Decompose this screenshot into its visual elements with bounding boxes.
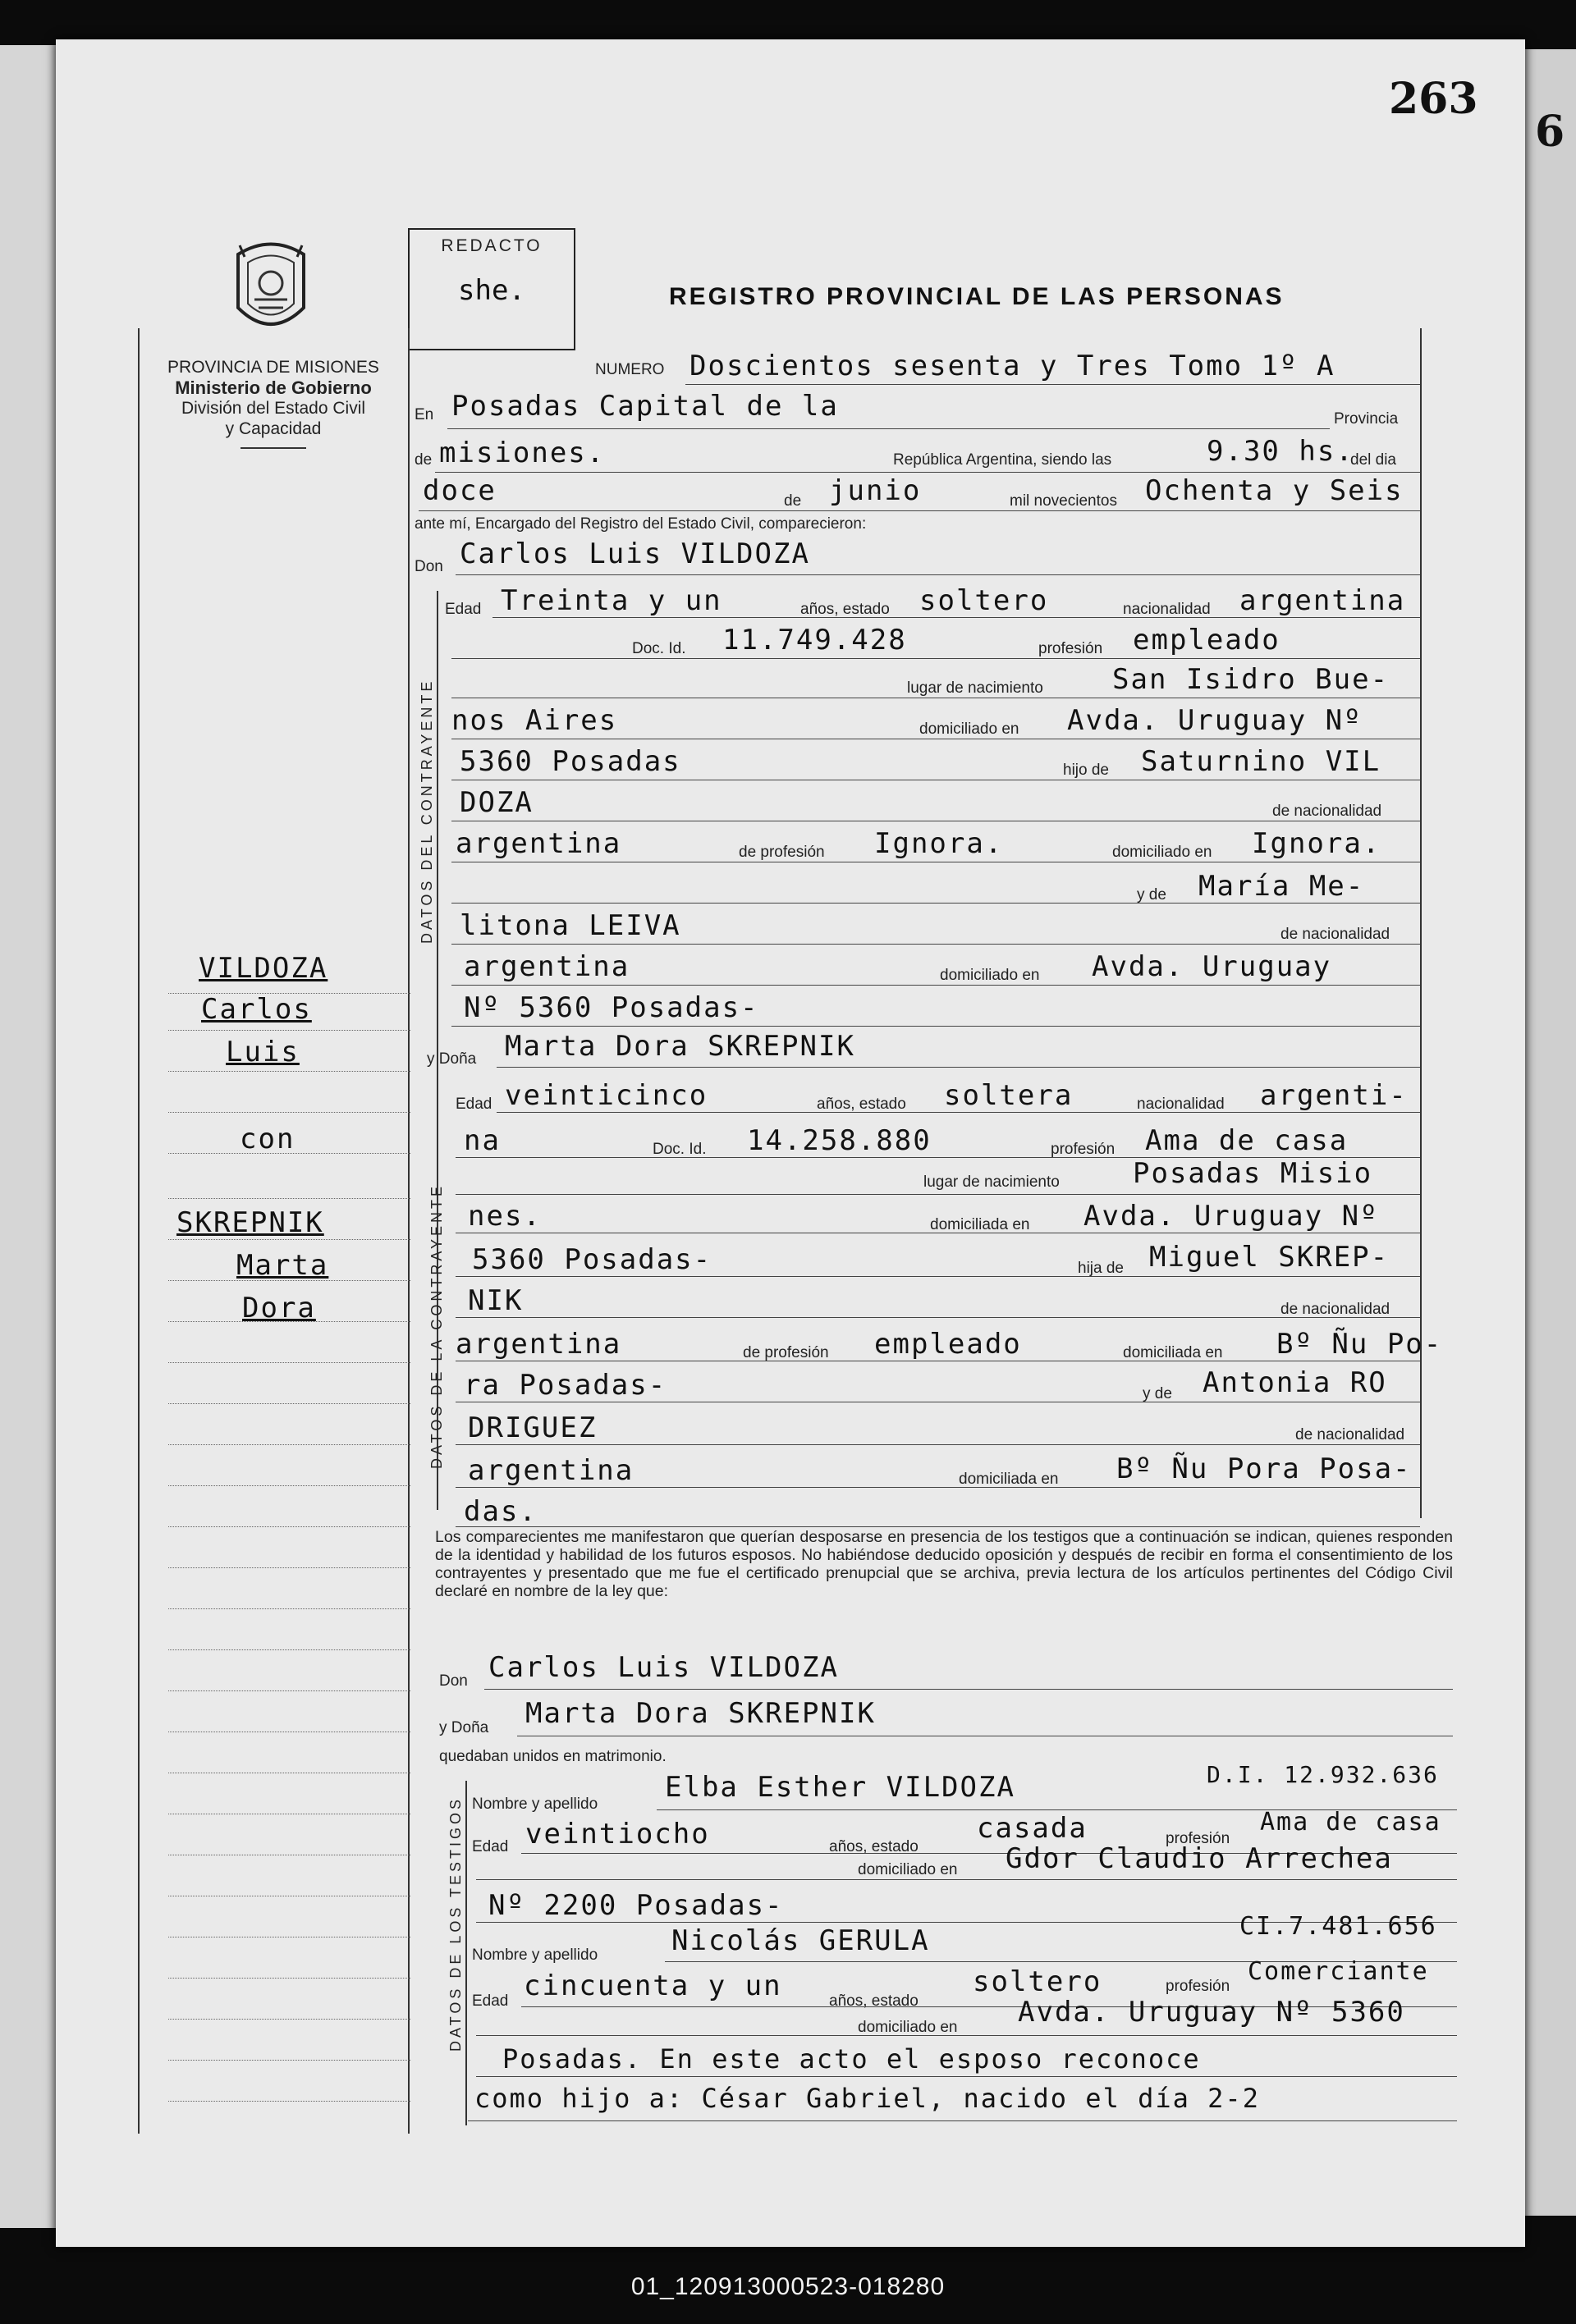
label-edad-w1: Edad <box>472 1838 509 1855</box>
margin-note-line-3: Luis <box>226 1036 300 1068</box>
w2-nombre: Nicolás GERULA <box>671 1924 930 1957</box>
label-doc: Doc. Id. <box>632 640 686 657</box>
label-quedaban: quedaban unidos en matrimonio. <box>439 1748 667 1765</box>
redacto-box <box>408 228 575 350</box>
office-line-1: PROVINCIA DE MISIONES <box>167 358 379 377</box>
bride-padre-dom-1: Bº Ñu Po- <box>1276 1328 1443 1361</box>
margin-note-line-2: Carlos <box>201 993 312 1026</box>
w1-estado: casada <box>977 1812 1088 1845</box>
rule <box>497 1112 1420 1113</box>
bride-madre-2: DRIGUEZ <box>468 1411 598 1444</box>
label-y-de-bride: y de <box>1143 1385 1172 1402</box>
label-y-de: y de <box>1137 886 1166 904</box>
bride-profesion: Ama de casa <box>1145 1124 1349 1157</box>
label-anos-estado: años, estado <box>800 601 890 618</box>
groom-domicilio-2: 5360 Posadas <box>460 745 681 778</box>
w1-nombre: Elba Esther VILDOZA <box>665 1771 1015 1804</box>
w2-domicilio-1: Avda. Uruguay Nº 5360 <box>1018 1996 1405 2029</box>
rule <box>447 428 1330 429</box>
margin-note-line-4: con <box>240 1123 296 1155</box>
act-numero: Doscientos sesenta y Tres Tomo 1º A <box>690 350 1335 382</box>
bride-nacionalidad-2: na <box>464 1124 501 1157</box>
groom-padre-2: DOZA <box>460 786 534 819</box>
act-anio: Ochenta y Seis <box>1145 474 1404 507</box>
label-anos-estado-w2: años, estado <box>829 1992 919 2010</box>
w1-edad: veintiocho <box>525 1818 710 1851</box>
groom-padre-dom: Ignora. <box>1252 827 1381 860</box>
w1-doc: D.I. 12.932.636 <box>1207 1761 1439 1788</box>
label-domiciliada-3: domiciliada en <box>959 1471 1059 1488</box>
label-profesion-bride: profesión <box>1051 1141 1116 1158</box>
w1-domicilio-2: Nº 2200 Posadas- <box>488 1889 784 1922</box>
rule <box>484 1689 1453 1690</box>
groom-nacionalidad: argentina <box>1239 584 1406 617</box>
label-domiciliado: domiciliado en <box>919 721 1019 738</box>
rule <box>476 2076 1457 2077</box>
decl-bride: Marta Dora SKREPNIK <box>525 1697 876 1730</box>
label-de-nacionalidad-bride-2: de nacionalidad <box>1295 1426 1405 1443</box>
label-don: Don <box>415 558 443 575</box>
label-don-decl: Don <box>439 1672 468 1690</box>
w1-domicilio-1: Gdor Claudio Arrechea <box>1006 1842 1393 1875</box>
groom-edad: Treinta y un <box>501 584 722 617</box>
label-dona: y Doña <box>427 1050 477 1068</box>
rule <box>476 2035 1457 2036</box>
rule <box>456 1317 1420 1318</box>
label-nombre-w2: Nombre y apellido <box>472 1947 598 1964</box>
image-identifier: 01_120913000523-018280 <box>630 2273 946 2300</box>
act-provincia: misiones. <box>439 437 606 469</box>
act-hora: 9.30 hs. <box>1207 435 1354 468</box>
label-nacionalidad: nacionalidad <box>1123 601 1211 618</box>
label-hija-de: hija de <box>1078 1260 1124 1277</box>
declaration-paragraph: Los comparecientes me manifestaron que querían desposarse en presencia de los testigos que a continuación se indican, quienes responden de la identidad y habilidad de los futuros esposos. No habiéndose deducido oposición y después de recibir en forma el consentimiento de los contrayentes y presentado que me fue el certificado prenupcial que se archiva, previa lectura de los artículos pertinentes del Código Civil declaré en nombre de la ley que: <box>435 1528 1453 1600</box>
label-profesion-w1: profesión <box>1166 1830 1230 1847</box>
label-de-profesion: de profesión <box>739 844 825 861</box>
rule <box>456 1444 1420 1445</box>
w1-profesion: Ama de casa <box>1260 1808 1441 1837</box>
edge-number: 6 <box>1535 107 1565 157</box>
section-label-witnesses: DATOS DE LOS TESTIGOS <box>447 1796 464 2052</box>
rule <box>419 510 1420 511</box>
groom-profesion: empleado <box>1133 624 1280 656</box>
groom-madre-1: María Me- <box>1198 870 1365 903</box>
witness-frame-line <box>465 1781 467 2125</box>
bride-padre-prof: empleado <box>874 1328 1022 1361</box>
bride-padre-1: Miguel SKREP- <box>1149 1241 1390 1274</box>
label-nombre-w1: Nombre y apellido <box>472 1796 598 1813</box>
groom-madre-dom-1: Avda. Uruguay <box>1092 950 1332 983</box>
label-domiciliada-2: domiciliada en <box>1123 1344 1223 1361</box>
bride-lugar-nac-1: Posadas Misio <box>1133 1157 1373 1190</box>
label-lugar-nac-bride: lugar de nacimiento <box>923 1173 1060 1191</box>
bride-edad: veinticinco <box>505 1079 708 1112</box>
label-provincia: Provincia <box>1334 410 1399 428</box>
w2-doc: CI.7.481.656 <box>1239 1912 1437 1941</box>
label-numero: NUMERO <box>595 361 665 378</box>
bride-padre-2: NIK <box>468 1284 524 1317</box>
label-dona-decl: y Doña <box>439 1719 489 1736</box>
margin-note-line-7: Dora <box>242 1292 316 1324</box>
issuing-office <box>138 357 409 449</box>
bride-madre-dom-1: Bº Ñu Pora Posa- <box>1116 1452 1412 1485</box>
rule <box>451 903 1420 904</box>
groom-estado: soltero <box>919 584 1049 617</box>
bride-name: Marta Dora SKREPNIK <box>505 1030 855 1063</box>
rule <box>435 472 1420 473</box>
label-nacionalidad-bride: nacionalidad <box>1137 1096 1225 1113</box>
label-domiciliado-w2: domiciliado en <box>858 2019 958 2036</box>
inner-frame-line <box>408 328 410 2134</box>
label-edad-bride: Edad <box>456 1096 492 1113</box>
margin-note-line-5: SKREPNIK <box>176 1206 324 1239</box>
groom-padre-nac: argentina <box>456 827 622 860</box>
w2-estado: soltero <box>973 1965 1102 1998</box>
groom-domicilio-1: Avda. Uruguay Nº <box>1067 704 1363 737</box>
act-mes: junio <box>829 474 922 507</box>
groom-madre-nac: argentina <box>464 950 630 983</box>
rule <box>468 2120 1457 2121</box>
label-profesion-w2: profesión <box>1166 1978 1230 1995</box>
w2-edad: cincuenta y un <box>524 1969 782 2002</box>
decl-groom: Carlos Luis VILDOZA <box>488 1651 839 1684</box>
page-edge-right <box>1519 49 1576 2216</box>
label-ante: ante mí, Encargado del Registro del Estado Civil, comparecieron: <box>415 515 867 533</box>
label-mil: mil novecientos <box>1010 492 1117 510</box>
groom-lugar-nac-2: nos Aires <box>451 704 618 737</box>
rule <box>456 1276 1420 1277</box>
rule <box>456 1194 1420 1195</box>
bride-madre-nac: argentina <box>468 1454 635 1487</box>
office-rule <box>241 447 306 449</box>
bride-nacionalidad-1: argenti- <box>1260 1079 1408 1112</box>
rule <box>451 944 1420 945</box>
rule <box>451 985 1420 986</box>
office-line-2: Ministerio de Gobierno <box>175 377 372 398</box>
rule <box>451 1026 1420 1027</box>
rule <box>456 1487 1420 1488</box>
rule <box>451 658 1420 659</box>
section-label-bride: DATOS DE LA CONTRAYENTE <box>428 1183 445 1469</box>
office-line-3: División del Estado Civil <box>181 399 366 418</box>
rule <box>456 574 1420 575</box>
left-frame-line <box>138 328 140 2134</box>
redacto-value: she. <box>458 274 525 307</box>
rule <box>456 1526 1420 1527</box>
groom-padre-prof: Ignora. <box>874 827 1004 860</box>
groom-madre-2: litona LEIVA <box>460 909 681 942</box>
bride-padre-nac: argentina <box>456 1328 622 1361</box>
label-domiciliado-3: domiciliado en <box>940 967 1040 984</box>
w2-note-1: Posadas. En este acto el esposo reconoce <box>502 2043 1201 2075</box>
groom-madre-dom-2: Nº 5360 Posadas- <box>464 991 759 1024</box>
label-domiciliada: domiciliada en <box>930 1216 1030 1233</box>
w2-profesion: Comerciante <box>1248 1957 1429 1986</box>
label-en: En <box>415 406 434 423</box>
bride-doc: 14.258.880 <box>747 1124 932 1157</box>
bride-domicilio-1: Avda. Uruguay Nº <box>1084 1200 1379 1233</box>
groom-doc: 11.749.428 <box>722 624 907 656</box>
label-de: de <box>415 451 433 469</box>
label-lugar-nac: lugar de nacimiento <box>907 679 1043 697</box>
document-title: REGISTRO PROVINCIAL DE LAS PERSONAS <box>669 283 1285 310</box>
bride-madre-dom-2: das. <box>464 1495 538 1528</box>
groom-padre-1: Saturnino VIL <box>1141 745 1381 778</box>
w2-note-2: como hijo a: César Gabriel, nacido el día 2-2 <box>474 2083 1260 2114</box>
label-edad-w2: Edad <box>472 1992 509 2010</box>
label-de-nacionalidad-bride: de nacionalidad <box>1280 1301 1390 1318</box>
label-domiciliado-w1: domiciliado en <box>858 1861 958 1878</box>
bride-padre-dom-2: ra Posadas- <box>464 1369 667 1402</box>
margin-note-line-6: Marta <box>236 1249 329 1282</box>
margin-note-line-1: VILDOZA <box>199 952 328 985</box>
label-anos-estado-w1: años, estado <box>829 1838 919 1855</box>
label-profesion: profesión <box>1038 640 1103 657</box>
label-de-nacionalidad: de nacionalidad <box>1272 803 1382 820</box>
label-de-nacionalidad-2: de nacionalidad <box>1280 926 1390 943</box>
groom-name: Carlos Luis VILDOZA <box>460 538 810 570</box>
rule <box>476 1879 1457 1880</box>
redacto-label: REDACTO <box>441 236 543 255</box>
label-domiciliado-2: domiciliado en <box>1112 844 1212 861</box>
label-republica: República Argentina, siendo las <box>893 451 1112 469</box>
groom-lugar-nac-1: San Isidro Bue- <box>1112 663 1390 696</box>
bride-domicilio-2: 5360 Posadas- <box>472 1243 712 1276</box>
provincial-seal-icon <box>222 234 320 341</box>
office-line-4: y Capacidad <box>225 419 322 438</box>
label-doc-bride: Doc. Id. <box>653 1141 707 1158</box>
label-de-mes: de <box>784 492 802 510</box>
label-de-profesion-bride: de profesión <box>743 1344 829 1361</box>
label-hijo-de: hijo de <box>1063 762 1109 779</box>
bride-lugar-nac-2: nes. <box>468 1200 542 1233</box>
act-lugar: Posadas Capital de la <box>451 390 839 423</box>
bride-madre-1: Antonia RO <box>1203 1366 1387 1399</box>
rule <box>497 1067 1420 1068</box>
rule <box>685 384 1420 385</box>
section-label-groom: DATOS DEL CONTRAYENTE <box>419 678 435 944</box>
act-dia: doce <box>423 474 497 507</box>
rule <box>492 617 1420 618</box>
label-edad: Edad <box>445 601 482 618</box>
folio-number: 263 <box>1389 74 1478 124</box>
label-anos-estado-bride: años, estado <box>817 1096 906 1113</box>
label-del-dia: del dia <box>1350 451 1396 469</box>
bride-estado: soltera <box>944 1079 1074 1112</box>
